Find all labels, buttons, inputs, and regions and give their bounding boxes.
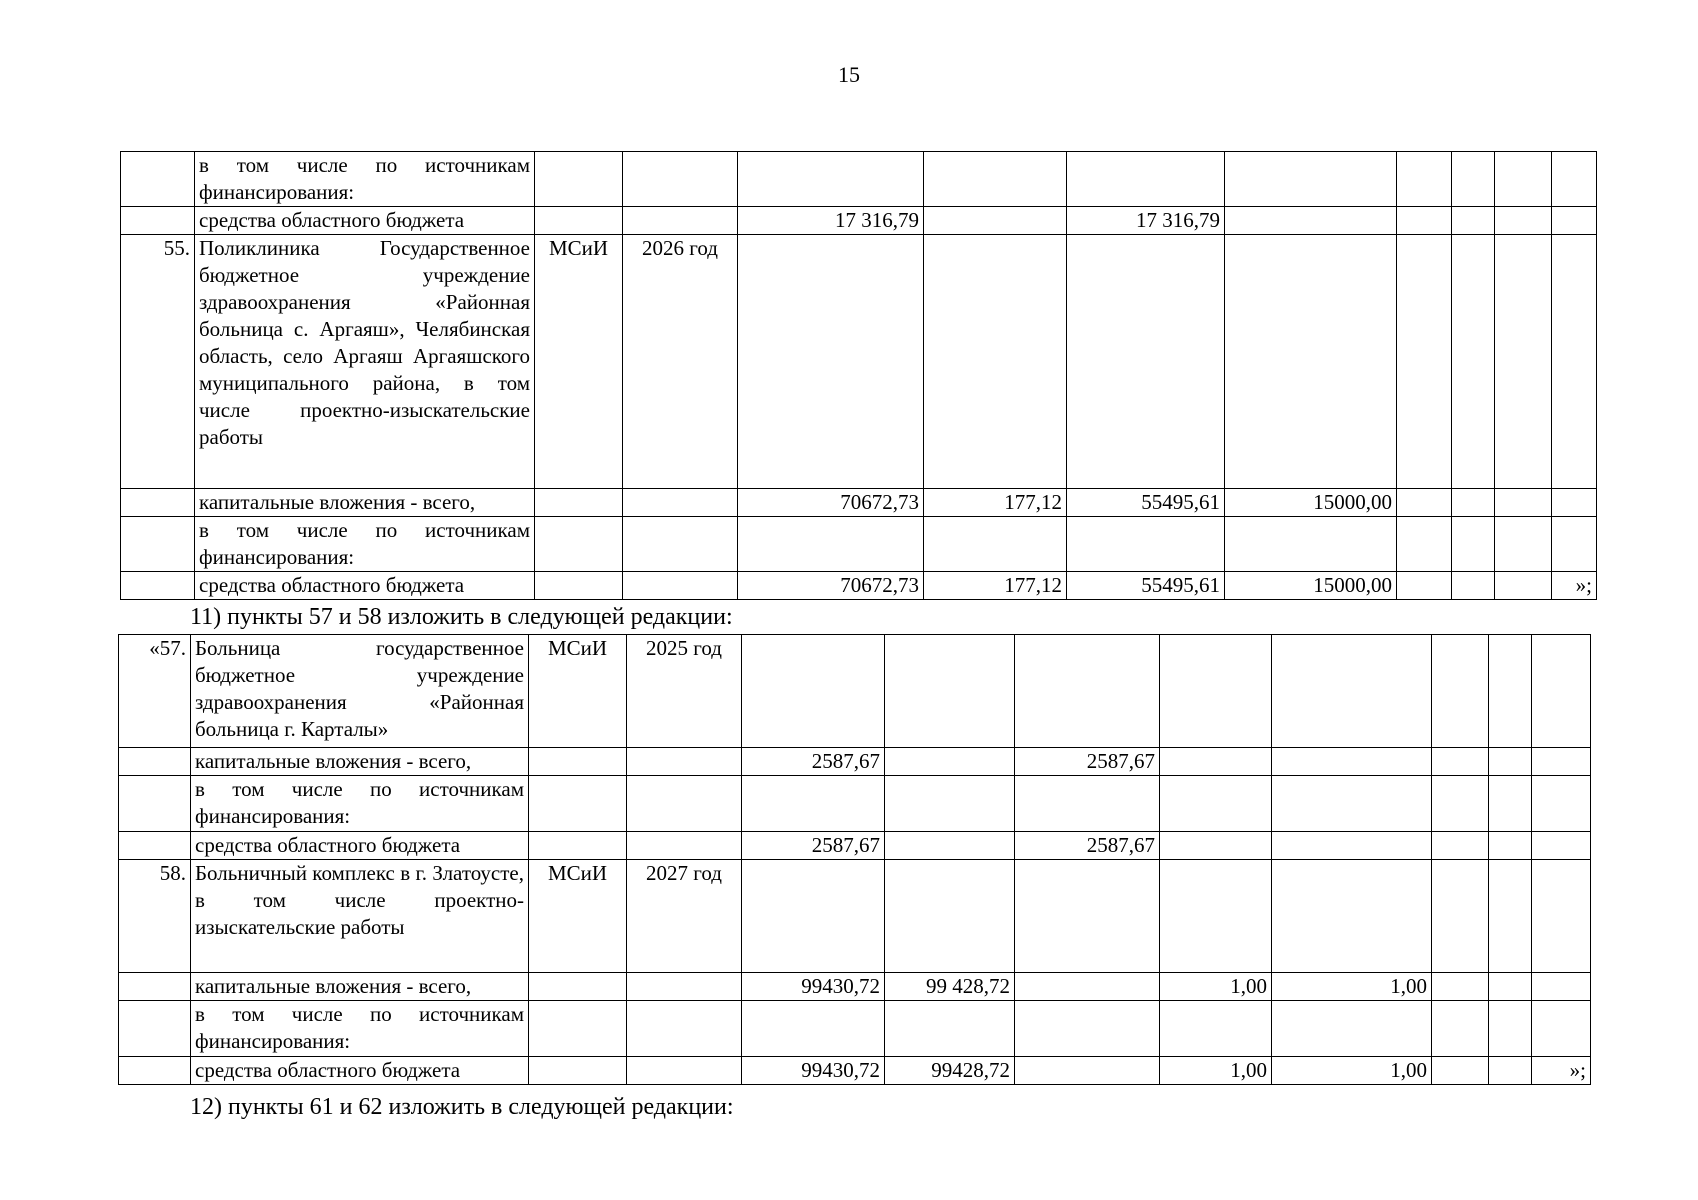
row-year: 2025 год (627, 635, 742, 748)
value-cell: 99430,72 (742, 973, 885, 1001)
row-tail (1532, 1001, 1591, 1057)
table-row (121, 517, 1597, 572)
value-cell (742, 776, 885, 832)
instruction-text: 11) пункты 57 и 58 изложить в следующей редакции: (190, 604, 733, 630)
value-cell (1160, 860, 1272, 973)
value-cell (738, 152, 924, 207)
table-row (119, 748, 1591, 776)
value-cell (1225, 235, 1397, 489)
empty-cell (1489, 748, 1532, 776)
row-tail (1532, 748, 1591, 776)
row-index (119, 973, 191, 1001)
value-cell: 99430,72 (742, 1057, 885, 1085)
value-cell (924, 207, 1067, 235)
row-index (119, 1057, 191, 1085)
value-cell (924, 517, 1067, 572)
value-cell: 1,00 (1272, 973, 1432, 1001)
row-name: в том числе по источникам финансирования: (195, 517, 535, 572)
value-cell (885, 776, 1015, 832)
value-cell (924, 152, 1067, 207)
value-cell (1160, 832, 1272, 860)
budget-table-2 (118, 634, 1591, 1085)
row-org: МСиИ (535, 235, 623, 489)
row-index: 55. (121, 235, 195, 489)
row-index: «57. (119, 635, 191, 748)
value-cell: 55495,61 (1067, 572, 1225, 600)
empty-cell (1432, 635, 1489, 748)
empty-cell (1397, 572, 1452, 600)
empty-cell (1397, 207, 1452, 235)
row-index (119, 776, 191, 832)
value-cell (885, 832, 1015, 860)
value-cell: 2587,67 (742, 748, 885, 776)
page-number: 15 (838, 62, 860, 87)
value-cell: 1,00 (1160, 1057, 1272, 1085)
row-tail (1532, 776, 1591, 832)
empty-cell (1489, 832, 1532, 860)
row-org (535, 152, 623, 207)
value-cell: 17 316,79 (738, 207, 924, 235)
row-org (529, 832, 627, 860)
row-tail: »; (1532, 1057, 1591, 1085)
value-cell: 17 316,79 (1067, 207, 1225, 235)
table-row (119, 1001, 1591, 1057)
table-row (119, 973, 1591, 1001)
value-cell: 1,00 (1272, 1057, 1432, 1085)
table-row (121, 572, 1597, 600)
empty-cell (1495, 152, 1552, 207)
row-name: Больница государственное бюджетное учреждение здравоохранения «Районная больница г. Карталы» (191, 635, 529, 748)
empty-cell (1489, 635, 1532, 748)
table-row (121, 235, 1597, 489)
instruction-text: 12) пункты 61 и 62 изложить в следующей редакции: (190, 1094, 734, 1120)
row-org: МСиИ (529, 860, 627, 973)
value-cell (885, 1001, 1015, 1057)
row-org (529, 776, 627, 832)
value-cell (1160, 776, 1272, 832)
value-cell (1160, 748, 1272, 776)
row-tail (1552, 207, 1597, 235)
row-index (119, 1001, 191, 1057)
empty-cell (1432, 832, 1489, 860)
value-cell (1015, 860, 1160, 973)
row-org (535, 517, 623, 572)
empty-cell (1432, 1001, 1489, 1057)
row-year (627, 973, 742, 1001)
value-cell: 55495,61 (1067, 489, 1225, 517)
value-cell: 70672,73 (738, 489, 924, 517)
row-tail (1552, 489, 1597, 517)
value-cell: 99428,72 (885, 1057, 1015, 1085)
empty-cell (1432, 776, 1489, 832)
row-year (623, 207, 738, 235)
row-name: капитальные вложения - всего, (191, 973, 529, 1001)
value-cell (1015, 1057, 1160, 1085)
row-year (623, 152, 738, 207)
empty-cell (1489, 860, 1532, 973)
row-name: в том числе по источникам финансирования: (191, 776, 529, 832)
table-row (121, 207, 1597, 235)
row-index (121, 207, 195, 235)
value-cell (1015, 973, 1160, 1001)
value-cell (742, 1001, 885, 1057)
row-tail (1552, 517, 1597, 572)
row-tail (1552, 152, 1597, 207)
empty-cell (1495, 572, 1552, 600)
row-org (529, 973, 627, 1001)
value-cell (1272, 832, 1432, 860)
row-name: средства областного бюджета (195, 572, 535, 600)
empty-cell (1495, 517, 1552, 572)
value-cell (742, 860, 885, 973)
empty-cell (1452, 489, 1495, 517)
value-cell: 70672,73 (738, 572, 924, 600)
value-cell (742, 635, 885, 748)
empty-cell (1489, 1057, 1532, 1085)
empty-cell (1495, 207, 1552, 235)
empty-cell (1432, 973, 1489, 1001)
row-year (627, 776, 742, 832)
value-cell: 15000,00 (1225, 489, 1397, 517)
budget-table-1 (120, 151, 1597, 600)
row-year (623, 572, 738, 600)
table-row (119, 635, 1591, 748)
value-cell (738, 235, 924, 489)
empty-cell (1489, 973, 1532, 1001)
row-tail (1552, 235, 1597, 489)
value-cell (1225, 207, 1397, 235)
value-cell (1067, 152, 1225, 207)
empty-cell (1452, 235, 1495, 489)
value-cell (738, 517, 924, 572)
value-cell (1160, 635, 1272, 748)
value-cell (885, 635, 1015, 748)
row-name: Поликлиника Государственное бюджетное учреждение здравоохранения «Районная больница с. Аргаяш», Челябинская область, село Аргаяш Аргаяшского муниципального района, в том числе проектно-изыскательские работы (195, 235, 535, 489)
value-cell: 1,00 (1160, 973, 1272, 1001)
value-cell: 2587,67 (1015, 832, 1160, 860)
empty-cell (1489, 1001, 1532, 1057)
value-cell (885, 748, 1015, 776)
row-name: в том числе по источникам финансирования: (191, 1001, 529, 1057)
table-row (119, 776, 1591, 832)
row-org (535, 572, 623, 600)
row-year (627, 1001, 742, 1057)
value-cell: 99 428,72 (885, 973, 1015, 1001)
row-tail (1532, 832, 1591, 860)
table-row (119, 1057, 1591, 1085)
table-row (119, 860, 1591, 973)
empty-cell (1452, 152, 1495, 207)
empty-cell (1489, 776, 1532, 832)
row-year (627, 1057, 742, 1085)
row-org (529, 1001, 627, 1057)
row-index (121, 489, 195, 517)
value-cell (1225, 152, 1397, 207)
row-org: МСиИ (529, 635, 627, 748)
value-cell (1272, 860, 1432, 973)
value-cell (1067, 235, 1225, 489)
value-cell (885, 860, 1015, 973)
row-tail (1532, 973, 1591, 1001)
value-cell (1015, 1001, 1160, 1057)
value-cell (1015, 776, 1160, 832)
value-cell: 2587,67 (1015, 748, 1160, 776)
row-year (623, 489, 738, 517)
row-year: 2026 год (623, 235, 738, 489)
empty-cell (1397, 489, 1452, 517)
row-tail (1532, 860, 1591, 973)
empty-cell (1397, 517, 1452, 572)
value-cell: 177,12 (924, 489, 1067, 517)
empty-cell (1452, 517, 1495, 572)
empty-cell (1495, 489, 1552, 517)
row-name: капитальные вложения - всего, (195, 489, 535, 517)
value-cell (1067, 517, 1225, 572)
table-row (121, 489, 1597, 517)
value-cell: 177,12 (924, 572, 1067, 600)
row-tail: »; (1552, 572, 1597, 600)
row-year: 2027 год (627, 860, 742, 973)
empty-cell (1452, 572, 1495, 600)
value-cell (1272, 776, 1432, 832)
row-year (627, 832, 742, 860)
empty-cell (1432, 1057, 1489, 1085)
value-cell: 2587,67 (742, 832, 885, 860)
empty-cell (1397, 152, 1452, 207)
row-index (121, 517, 195, 572)
row-name: средства областного бюджета (195, 207, 535, 235)
value-cell (924, 235, 1067, 489)
row-tail (1532, 635, 1591, 748)
empty-cell (1397, 235, 1452, 489)
row-org (535, 207, 623, 235)
value-cell: 15000,00 (1225, 572, 1397, 600)
row-index: 58. (119, 860, 191, 973)
value-cell (1272, 748, 1432, 776)
row-name: капитальные вложения - всего, (191, 748, 529, 776)
row-index (119, 832, 191, 860)
row-name: в том числе по источникам финансирования: (195, 152, 535, 207)
value-cell (1272, 1001, 1432, 1057)
row-org (535, 489, 623, 517)
empty-cell (1432, 860, 1489, 973)
value-cell (1225, 517, 1397, 572)
row-index (119, 748, 191, 776)
empty-cell (1432, 748, 1489, 776)
value-cell (1160, 1001, 1272, 1057)
table-row (119, 832, 1591, 860)
value-cell (1272, 635, 1432, 748)
table-row (121, 152, 1597, 207)
row-year (627, 748, 742, 776)
value-cell (1015, 635, 1160, 748)
row-name: Больничный комплекс в г. Златоусте, в том числе проектно-изыскательские работы (191, 860, 529, 973)
row-index (121, 572, 195, 600)
row-year (623, 517, 738, 572)
row-index (121, 152, 195, 207)
row-org (529, 748, 627, 776)
empty-cell (1452, 207, 1495, 235)
empty-cell (1495, 235, 1552, 489)
row-name: средства областного бюджета (191, 1057, 529, 1085)
row-org (529, 1057, 627, 1085)
row-name: средства областного бюджета (191, 832, 529, 860)
